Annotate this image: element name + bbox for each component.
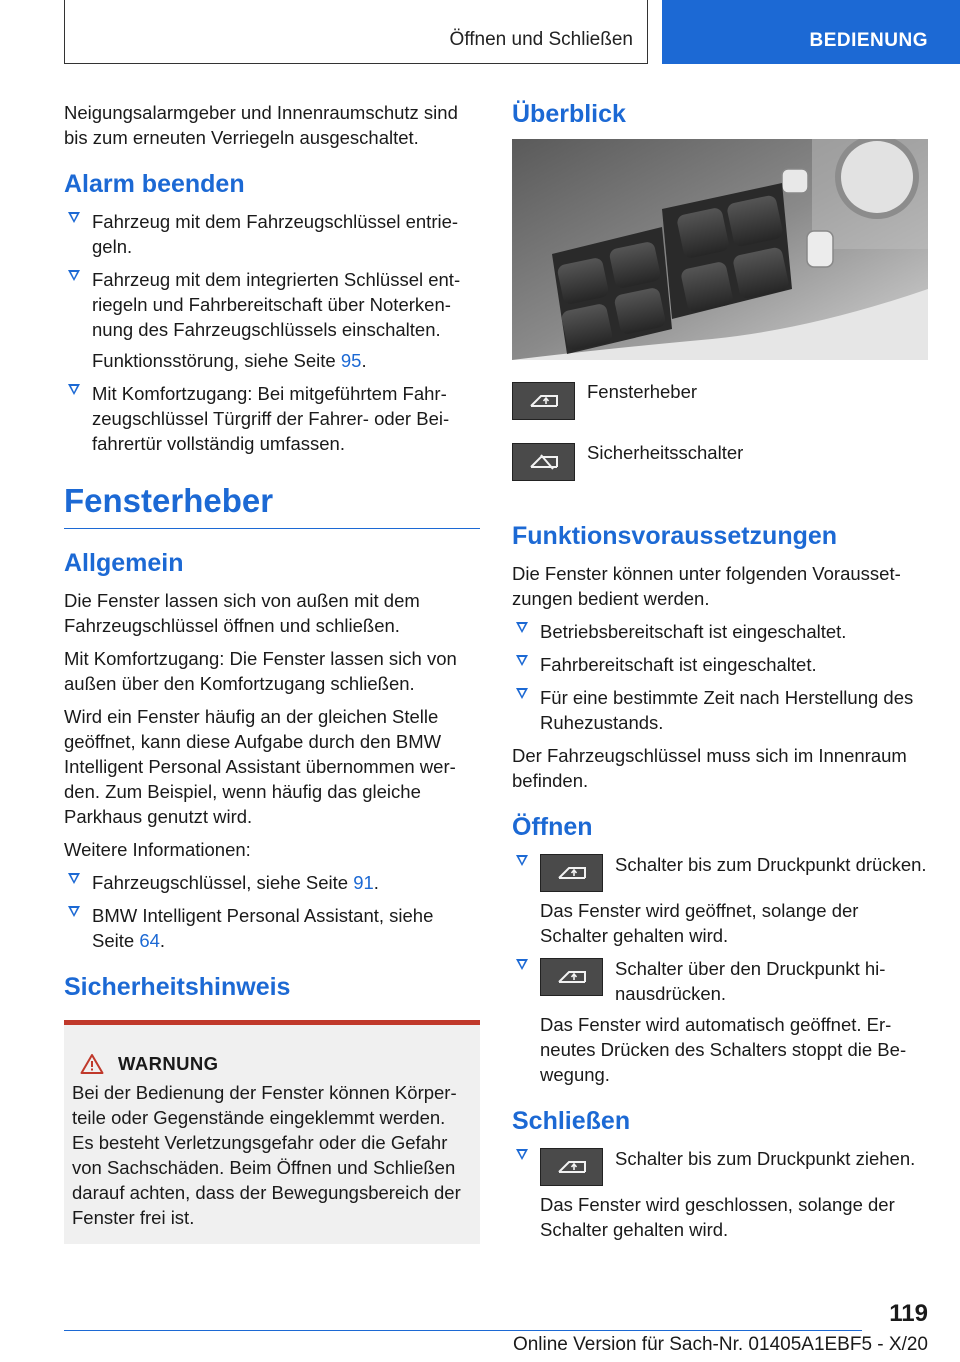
legend-label: Sicherheitsschalter (587, 442, 744, 463)
page-number: 119 (889, 1300, 928, 1327)
requirements-list (512, 619, 928, 735)
header-chapter-label: BEDIENUNG (809, 30, 928, 51)
bullet-icon (68, 873, 80, 884)
page-link[interactable]: 95 (340, 350, 362, 371)
info-list (64, 870, 480, 953)
list-item: Schalter über den Druckpunkt hinausdrücken. Das Fenster wird automatisch geöffnet. Erneutes Drücken des Schalters stoppt die Bewegung. (512, 956, 928, 1087)
page-link[interactable]: 91 (353, 872, 374, 893)
bullet-icon (68, 270, 80, 281)
paragraph: Die Fenster lassen sich von außen mit dem Fahrzeugschlüssel öffnen und schließen. (64, 590, 420, 636)
warning-box (64, 1020, 480, 1244)
window-switch-icon (540, 854, 603, 892)
bullet-icon (516, 655, 528, 666)
list-item: BMW Intelligent Personal Assistant, siehe Seite 64. (64, 903, 480, 953)
bullet-icon (68, 212, 80, 223)
list-item: Fahrzeug mit dem Fahrzeugschlüssel entriegeln. (64, 209, 480, 259)
right-column (512, 100, 928, 1250)
chapter-title: Fensterheber (64, 482, 480, 529)
window-switch-panel-image (512, 139, 928, 360)
header-section-box (64, 0, 648, 64)
bullet-icon (68, 384, 80, 395)
open-heading: Öffnen (512, 813, 593, 841)
bullet-icon (516, 688, 528, 699)
list-item-note: Funktionsstörung, siehe Seite 95. (92, 350, 367, 371)
footer-divider (64, 1330, 862, 1331)
safety-heading: Sicherheitshinweis (64, 973, 291, 1001)
list-item: Schalter bis zum Druckpunkt drücken. Das Fenster wird geöffnet, solange der Schalter gehalten wird. (512, 852, 928, 948)
warning-triangle-icon (80, 1053, 104, 1075)
warning-label: WARNUNG (118, 1053, 219, 1074)
left-column (64, 100, 480, 1244)
alarm-heading: Alarm beenden (64, 170, 245, 198)
list-item: Fahrzeugschlüssel, siehe Seite 91. (64, 870, 480, 895)
paragraph: Weitere Informationen: (64, 839, 251, 860)
list-item: Fahrbereitschaft ist eingeschaltet. (512, 652, 928, 677)
overview-heading: Überblick (512, 100, 626, 128)
list-item: Für eine bestimmte Zeit nach Herstellung des Ruhezustands. (512, 685, 928, 735)
window-switch-icon (540, 958, 603, 996)
footer-online-version: Online Version für Sach-Nr. 01405A1EBF5 - X/20 (512, 1334, 928, 1355)
paragraph: Mit Komfortzugang: Die Fenster lassen sich von außen über den Komfortzugang schließen. (64, 648, 457, 694)
legend-row-safety-switch (512, 441, 928, 502)
list-item: Betriebsbereitschaft ist eingeschaltet. (512, 619, 928, 644)
paragraph: Die Fenster können unter folgenden Voraussetzungen bedient werden. (512, 563, 901, 609)
safety-switch-icon (512, 443, 575, 481)
window-switch-icon (512, 382, 575, 420)
bullet-icon (516, 1149, 528, 1160)
bullet-icon (516, 855, 528, 866)
legend-row-window-switch (512, 380, 928, 441)
bullet-icon (516, 622, 528, 633)
requirements-heading: Funktionsvoraussetzungen (512, 522, 838, 550)
open-list (512, 852, 928, 1087)
close-heading: Schließen (512, 1107, 631, 1135)
bullet-icon (516, 959, 528, 970)
paragraph: Der Fahrzeugschlüssel muss sich im Innenraum befinden. (512, 745, 907, 791)
close-list (512, 1146, 928, 1242)
list-item: Schalter bis zum Druckpunkt ziehen. Das Fenster wird geschlossen, solange der Schalter gehalten wird. (512, 1146, 928, 1242)
warning-text: Bei der Bedienung der Fenster können Körperteile oder Gegenstände eingeklemmt werden. Es besteht Verletzungsgefahr oder die Gefahr von Sachschäden. Beim Öffnen und Schließen darauf achten, dass der Bewegungsbereich der Fenster frei ist. (72, 1082, 461, 1228)
list-item: Fahrzeug mit dem integrierten Schlüssel entriegeln und Fahrbereitschaft über Noterkennung des Fahrzeugschlüssels einschalten. Funktionsstörung, siehe Seite 95. (64, 267, 480, 373)
legend-label: Fensterheber (587, 381, 698, 402)
list-item: Mit Komfortzugang: Bei mitgeführtem Fahrzeugschlüssel Türgriff der Fahrer- oder Beifahrertür vollständig umfassen. (64, 381, 480, 456)
page-link[interactable]: 64 (139, 930, 160, 951)
bullet-icon (68, 906, 80, 917)
header-chapter-tab[interactable] (662, 0, 960, 64)
header-section-title: Öffnen und Schließen (449, 29, 633, 50)
paragraph: Wird ein Fenster häufig an der gleichen Stelle geöffnet, kann diese Aufgabe durch den BMW Intelligent Personal Assistant übernommen werden. Zum Beispiel, wenn häufig das gleiche Parkhaus genutzt wird. (64, 706, 456, 827)
alarm-list (64, 209, 480, 456)
intro-paragraph: Neigungsalarmgeber und Innenraumschutz sind bis zum erneuten Verriegeln ausgeschaltet. (64, 102, 458, 148)
window-switch-icon (540, 1148, 603, 1186)
allgemein-heading: Allgemein (64, 549, 184, 577)
warning-title (80, 1051, 472, 1076)
